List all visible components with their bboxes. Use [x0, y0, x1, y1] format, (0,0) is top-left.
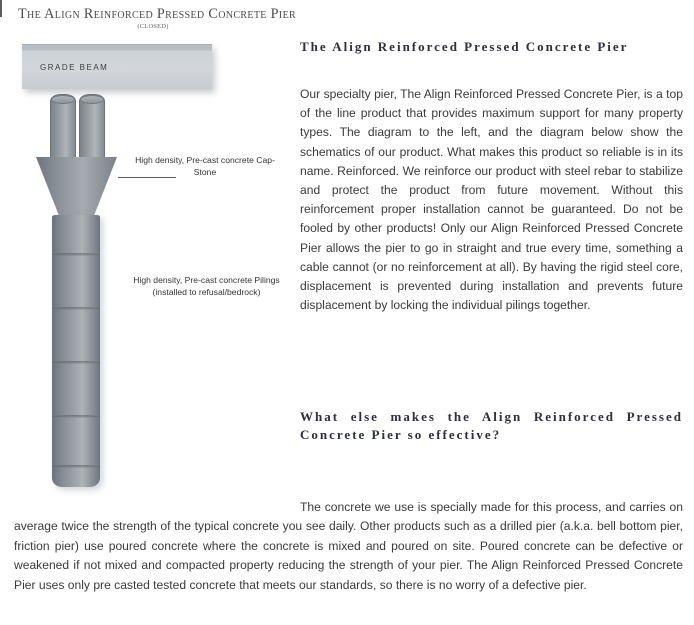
second-heading-block: [300, 408, 683, 444]
pile-joint-5: [52, 465, 100, 468]
capstone-callout-label: High density, Pre-cast concrete Cap-Stone: [135, 155, 275, 177]
pile-joint-2: [52, 307, 100, 310]
rebar-rod-left-top: [51, 95, 75, 104]
diagram-subtitle: (CLOSED): [137, 23, 169, 30]
capstone-block: [36, 157, 117, 219]
section-paragraph-2: The concrete we use is specially made for this process, and carries on average twice the strength of the typical concrete you see daily. Other products such as a drilled pier (a.k.a. bell bottom pier, friction pier) use poured concrete where the concrete is mixed and poured on site. Poured concrete can be defective or weakened if not mixed and compacted property reducing the strength of your pier. The Align Reinforced Pressed Concrete Pier uses only pre casted tested concrete that meets our standards, so there is no worry of a defective pier.: [14, 500, 683, 592]
pile-joint-3: [52, 361, 100, 364]
section-heading-2: What else makes the Align Reinforced Pressed Concrete Pier so effective?: [300, 409, 683, 442]
pile-callout-label: High density, Pre-cast concrete Pilings (installed to refusal/bedrock): [133, 275, 280, 297]
pile-joint-1: [52, 253, 100, 256]
section-heading-1: The Align Reinforced Pressed Concrete Pier: [300, 39, 629, 54]
pile-leader-line-lower: [1, 0, 2, 17]
rebar-rod-right-top: [80, 95, 104, 104]
pile-joint-4: [52, 415, 100, 418]
grade-beam-slab: [22, 44, 212, 89]
diagram-title: The Align Reinforced Pressed Concrete Pier: [18, 6, 297, 22]
rebar-rod-right: [79, 94, 105, 162]
section-paragraph-1: Our specialty pier, The Align Reinforced Pressed Concrete Pier, is a top of the line product that provides maximum support for many property types. The diagram to the left, and the diagram below show the schematics of our product. What makes this product so reliable is in its name. Reinforced. We reinforce our product with steel rebar to stabilize and protect the product from future movement. Without this reinforcement proper installation cannot be guaranteed. Do not be fooled by other products! Only our Align Reinforced Pressed Concrete Pier allows the pier to go in straight and true every time, something a cable cannot (or no reinforcement at all). By having the rigid steel core, displacement is prevented during installation and prevents future displacement by locking the individual pilings together.: [300, 87, 683, 313]
rebar-rod-left: [50, 94, 76, 162]
pier-diagram: [0, 0, 296, 500]
grade-beam-label: GRADE BEAM: [40, 63, 109, 72]
pile-shaft: [52, 215, 100, 487]
right-text-column: [300, 38, 683, 315]
